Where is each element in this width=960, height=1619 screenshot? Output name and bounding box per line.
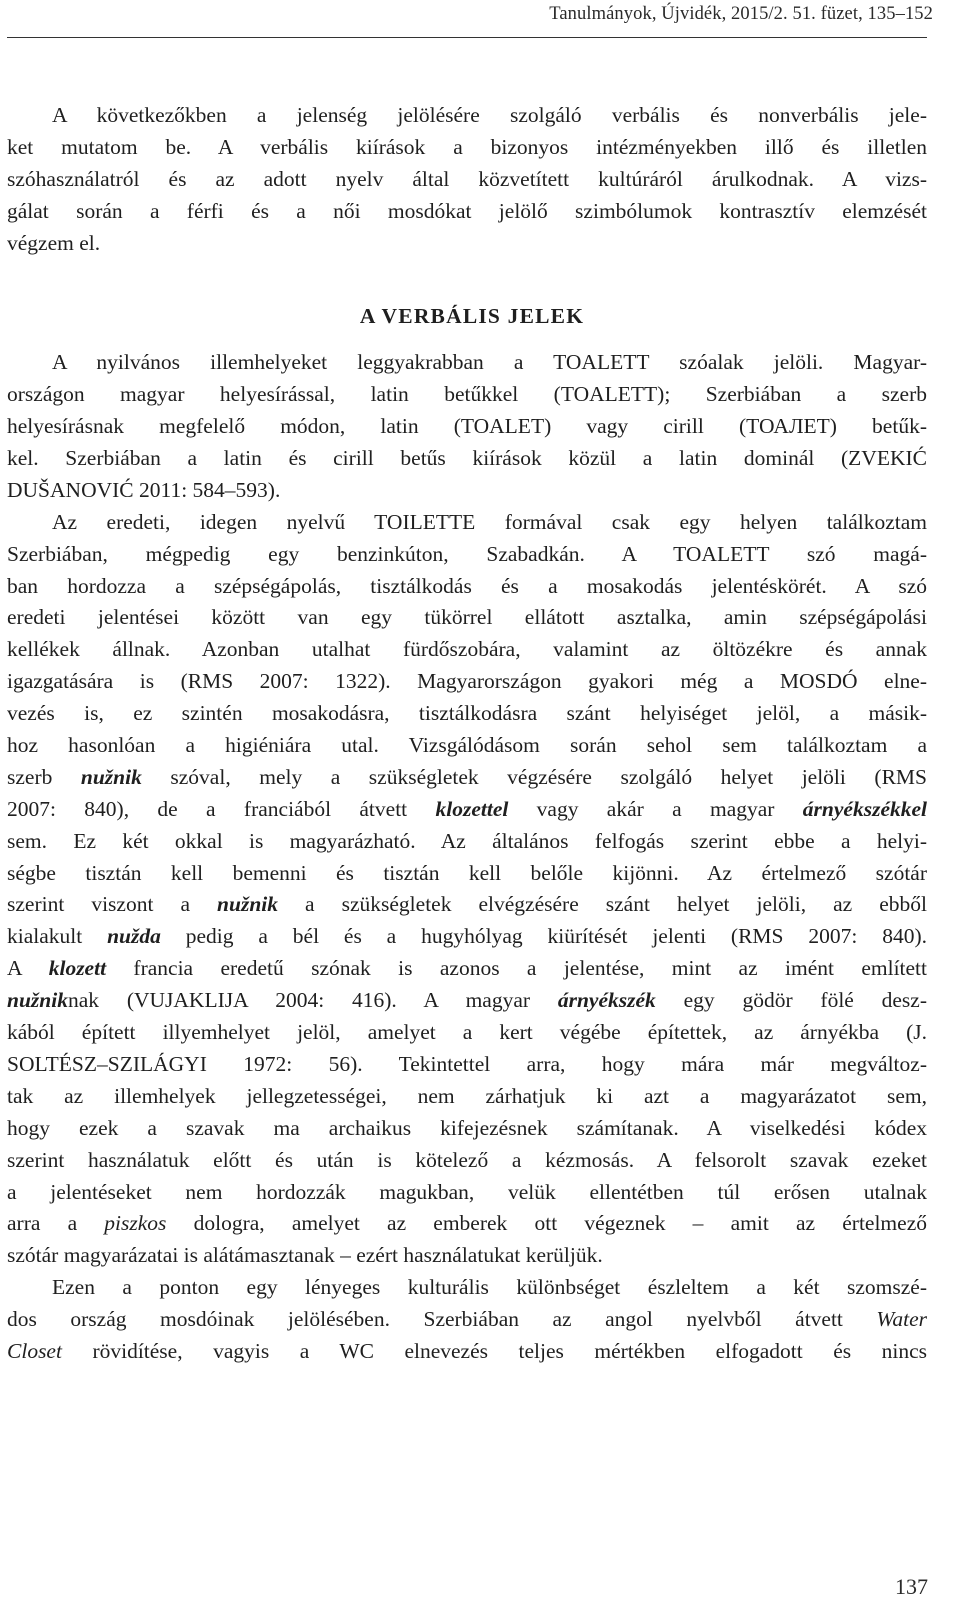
paragraph-line: hogy ezek a szavak ma archaikus kifejezésnek számítanak. A viselkedési kódex: [7, 1115, 927, 1140]
text-run: kialakult: [7, 924, 108, 949]
paragraph-line: SOLTÉSZ–SZILÁGYI 1972: 56). Tekintettel arra, hogy mára már megváltoz-: [7, 1051, 927, 1076]
paragraph-line: országon magyar helyesírással, latin betűkkel (TOALETT); Szerbiában a szerb: [7, 382, 927, 407]
emphasized-term: nužnik: [7, 988, 68, 1013]
paragraph-line: vezés is, ez szintén mosakodásra, tisztálkodásra szánt helyiséget jelöl, a másik-: [7, 701, 927, 726]
running-head: Tanulmányok, Újvidék, 2015/2. 51. füzet, 135–152: [549, 4, 933, 24]
paragraph-line: Az eredeti, idegen nyelvű TOILETTE formával csak egy helyen találkoztam: [52, 509, 927, 534]
paragraph-line: A nyilvános illemhelyeket leggyakrabban a TOALETT szóalak jelöli. Magyar-: [52, 350, 927, 375]
section-heading: A VERBÁLIS JELEK: [359, 304, 585, 329]
page-number: 137: [895, 1574, 928, 1599]
paragraph-line: hoz hasonlóan a higiéniára utal. Vizsgálódásom során sehol sem találkoztam a: [7, 733, 927, 758]
emphasized-term: klozettel: [435, 796, 509, 821]
intro-line: végzem el.: [7, 230, 101, 255]
text-run: szerint viszont a: [7, 892, 218, 917]
paragraph-line: eredeti jelentései között van egy tükörrel ellátott asztalka, amin szépségápolási: [7, 605, 927, 630]
paragraph-line: ban hordozza a szépségápolás, tisztálkodás és a mosakodás jelentéskörét. A szó: [7, 573, 927, 598]
paragraph-line: [7, 1336, 927, 1368]
paragraph-line: DUŠANOVIĆ 2011: 584–593).: [7, 477, 281, 502]
text-run: dologra, amelyet az emberek ott végeznek – amit az értelmező: [166, 1211, 927, 1236]
paragraph-line: kel. Szerbiában a latin és cirill betűs kiírások közül a latin dominál (ZVEKIĆ: [7, 446, 927, 471]
text-run: dos ország mosdóinak jelölésében. Szerbiában az angol nyelvből átvett: [7, 1307, 877, 1332]
paragraph-line: helyesírásnak megfelelő módon, latin (TOALET) vagy cirill (ТОАЛЕТ) betűk-: [7, 414, 927, 439]
header-rule: [7, 37, 927, 38]
text-run: 2007: 840), de a franciából átvett: [7, 796, 436, 821]
paragraph-line: igazgatására is (RMS 2007: 1322). Magyarországon gyakori még a MOSDÓ elne-: [7, 669, 927, 694]
paragraph-line: szótár magyarázatai is alátámasztanak – ezért használatukat kerüljük.: [7, 1243, 603, 1268]
intro-line: A következőkben a jelenség jelölésére szolgáló verbális és nonverbális jele-: [52, 103, 927, 127]
text-run: a szükségletek elvégzésére szánt helyet jelöli, az ebből: [278, 892, 927, 917]
text-run: nak (VUJAKLIJA 2004: 416). A magyar: [67, 988, 558, 1013]
text-run: francia eredetű szónak is azonos a jelentése, mint az imént említett: [106, 956, 928, 981]
text-run: szóval, mely a szükségletek végzésére szolgáló helyet jelöli (RMS: [141, 764, 927, 789]
emphasized-term: nužda: [107, 924, 161, 949]
paragraph-line: Szerbiában, mégpedig egy benzinkúton, Szabadkán. A TOALETT szó magá-: [7, 541, 927, 566]
text-run: pedig a bél és a hugyhólyag kiürítését jelenti (RMS 2007: 840).: [160, 924, 927, 949]
text-run: A: [7, 956, 49, 981]
paragraph-line: a jelentéseket nem hordozzák magukban, velük ellentétben túl erősen utalnak: [7, 1179, 927, 1204]
emphasized-term: árnyékszék: [557, 988, 656, 1013]
intro-line: gálat során a férfi és a női mosdókat jelölő szimbólumok kontrasztív elemzését: [7, 198, 927, 223]
paragraph-line: [7, 1208, 927, 1240]
paragraph-line: [7, 1304, 927, 1336]
italic-term: piszkos: [104, 1211, 167, 1236]
paragraph-line: [7, 794, 927, 826]
text-run: arra a: [7, 1211, 105, 1236]
emphasized-term: klozett: [48, 956, 107, 981]
emphasized-term: árnyékszékkel: [802, 796, 927, 821]
paragraph-line: Ezen a ponton egy lényeges kulturális különbséget észleltem a két szomszé-: [52, 1275, 927, 1300]
paragraph-line: sem. Ez két okkal is magyarázható. Az általános felfogás szerint ebbe a helyi-: [7, 828, 927, 853]
italic-term: Closet: [7, 1338, 62, 1363]
article-body: [7, 100, 927, 1368]
text-run: rövidítése, vagyis a WC elnevezés teljes mértékben elfogadott és nincs: [61, 1338, 927, 1363]
paragraph-line: [7, 985, 927, 1017]
paragraph-line: tak az illemhelyek jellegzetességei, nem zárhatjuk ki azt a magyarázatot sem,: [7, 1083, 927, 1108]
paragraph-line: [7, 953, 927, 985]
text-run: szerb: [7, 764, 81, 789]
text-run: egy gödör fölé desz-: [655, 988, 927, 1013]
paragraph-line: kából épített illyemhelyet jelöl, amelyet a kert végébe építettek, az árnyékba (J.: [7, 1020, 927, 1045]
paragraph-line: [7, 762, 927, 794]
emphasized-term: nužnik: [217, 892, 279, 917]
emphasized-term: nužnik: [80, 764, 142, 789]
paragraph-line: szerint használatuk előtt és után is kötelező a kézmosás. A felsorolt szavak ezeket: [7, 1147, 927, 1172]
paragraph-line: kellékek állnak. Azonban utalhat fürdőszobára, valamint az öltözékre és annak: [7, 637, 927, 662]
paragraph-line: [7, 889, 927, 921]
italic-term: Water: [876, 1307, 927, 1332]
paragraph-line: ségbe tisztán kell bemenni és tisztán kell belőle kijönni. Az értelmező szótár: [7, 860, 927, 885]
paragraph-line: [7, 921, 927, 953]
intro-line: szóhasználatról és az adott nyelv által közvetített kultúráról árulkodnak. A vizs-: [7, 166, 927, 191]
intro-line: ket mutatom be. A verbális kiírások a bizonyos intézményekben illő és illetlen: [7, 134, 927, 159]
text-run: vagy akár a magyar: [508, 796, 803, 821]
